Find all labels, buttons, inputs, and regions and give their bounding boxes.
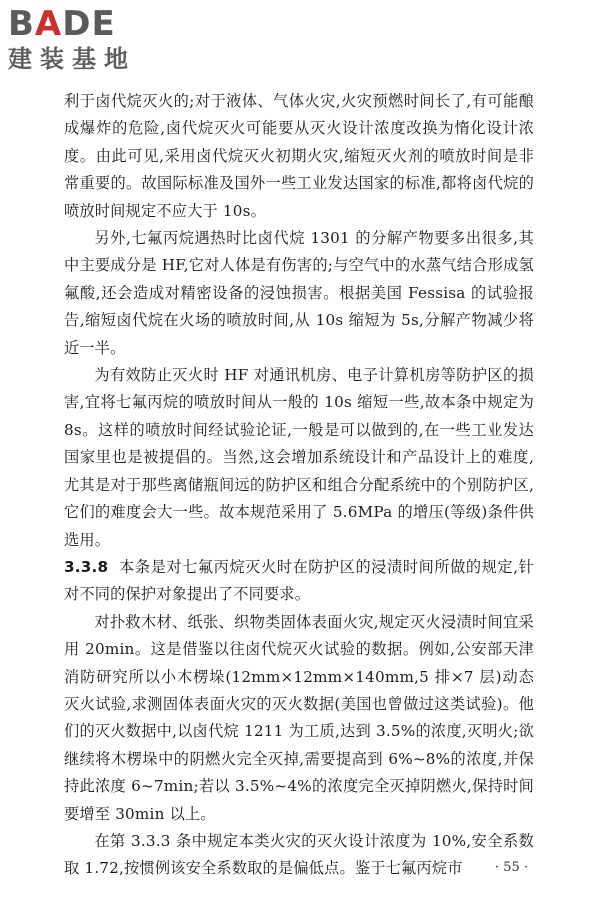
paragraph-discharge-time: 为有效防止灭火时 HF 对通讯机房、电子计算机房等防护区的损害,宜将七氟丙烷的喷放时间从一般的 10s 缩短一些,故本条中规定为 8s。这样的喷放时间经试验论证,一般是可以做到的,在一些工业发达国家里也是被提倡的。当然,这会增加系统设计和产品设计上的难度,尤其是对于那些离储瓶间远的防护区和组合分配系统中的个别防护区,它们的难度会大一些。故本规范采用了 5.6MPa 的增压(等级)条件供选用。 bbox=[64, 366, 534, 549]
paragraph-soak-time: 对扑救木材、纸张、织物类固体表面火灾,规定灭火浸渍时间宜采用 20min。这是借鉴以往卤代烷灭火试验的数据。例如,公安部天津消防研究所以小木楞垛(12mm×12mm×140mm,5 排×7 层)动态灭火试验,求测固体表面火灾的灭火数据(美国也曾做过这类试验)。他们的灭火数据中,以卤代烷 1211 为工质,达到 3.5%的浓度,灭明火;欲继续将木楞垛中的阴燃火完全灭掉,需要提高到 6%~8%的浓度,并保持此浓度 6~7min;若以 3.5%~4%的浓度完全灭掉阴燃火,保持时间要增至 30min 以上。 bbox=[64, 612, 534, 823]
logo-brand-accent: A bbox=[34, 4, 63, 44]
page-number: · 55 · bbox=[494, 860, 528, 875]
paragraph-safety-factor: 在第 3.3.3 条中规定本类火灾的灭火设计浓度为 10%,安全系数取 1.72,按惯例该安全系数取的是偏低点。鉴于七氟丙烷市 bbox=[64, 831, 534, 878]
paragraph-decomposition: 另外,七氟丙烷遇热时比卤代烷 1301 的分解产物要多出很多,其中主要成分是 HF,它对人体是有伤害的;与空气中的水蒸气结合形成氢氟酸,还会造成对精密设备的浸蚀损害。根据美国 Fessisa 的试验报告,缩短卤代烷在火场的喷放时间,从 10s 缩短为 5s,分解产物减少将近一半。 bbox=[64, 229, 534, 357]
paragraph-continuation: 利于卤代烷灭火的;对于液体、气体火灾,火灾预燃时间长了,有可能酿成爆炸的危险,卤代烷灭火可能要从灭火设计浓度改换为惰化设计浓度。由此可见,采用卤代烷灭火初期火灾,缩短灭火剂的喷放时间是非常重要的。故国际标准及国外一些工业发达国家的标准,都将卤代烷的喷放时间规定不应大于 10s。 bbox=[64, 92, 534, 220]
section-3-3-8 bbox=[64, 554, 534, 609]
section-text: 本条是对七氟丙烷灭火时在防护区的浸渍时间所做的规定,针对不同的保护对象提出了不同要求。 bbox=[64, 557, 534, 604]
logo-brand bbox=[8, 6, 178, 42]
page-body bbox=[64, 88, 534, 883]
section-number: 3.3.8 bbox=[64, 557, 109, 576]
logo-brand-suffix: DE bbox=[62, 4, 116, 44]
logo-brand-prefix: B bbox=[8, 4, 35, 44]
logo-subtitle: 建装基地 bbox=[8, 45, 136, 73]
publisher-logo bbox=[8, 6, 178, 74]
